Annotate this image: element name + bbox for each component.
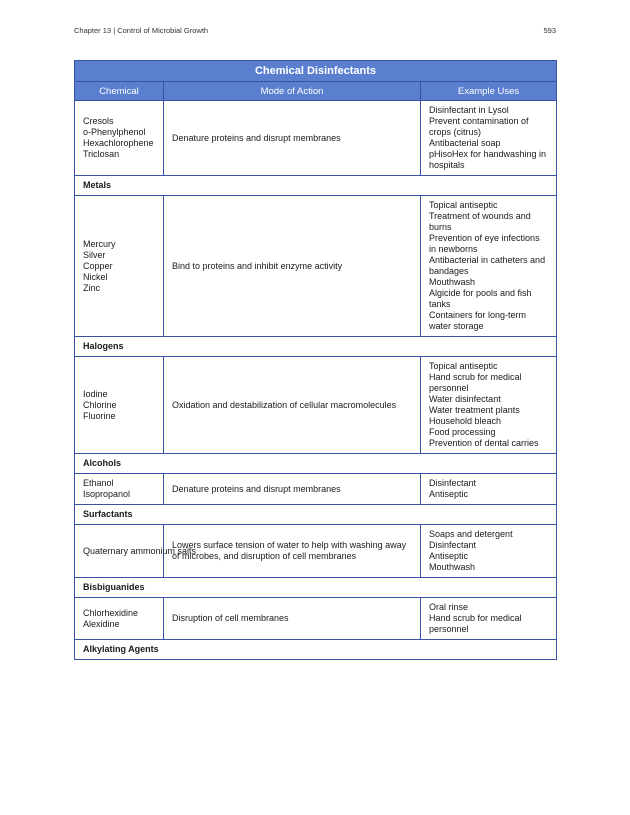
group-heading: Surfactants bbox=[75, 505, 557, 525]
chemical-name: Ethanol bbox=[83, 478, 114, 488]
chemical-name: Mercury bbox=[83, 238, 116, 249]
chemical-name: Nickel bbox=[83, 271, 108, 282]
chemical-cell bbox=[75, 598, 164, 640]
chemical-cell bbox=[75, 357, 164, 454]
table-row bbox=[75, 357, 557, 454]
group-row bbox=[75, 505, 557, 525]
group-row bbox=[75, 578, 557, 598]
example-use: Antibacterial soap bbox=[429, 138, 501, 148]
example-use: Algicide for pools and fish tanks bbox=[429, 288, 532, 309]
example-use: Antiseptic bbox=[429, 551, 469, 561]
example-use: Mouthwash bbox=[429, 562, 476, 572]
chemical-name: Zinc bbox=[83, 282, 101, 293]
chemical-name: Chlorhexidine bbox=[83, 607, 139, 618]
chemical-name: Triclosan bbox=[83, 149, 120, 159]
example-use: Prevention of eye infections in newborns bbox=[429, 233, 540, 254]
chemical-name: Quaternary ammonium salts bbox=[83, 545, 197, 556]
example-use: Food processing bbox=[429, 427, 496, 437]
example-use: Antiseptic bbox=[429, 489, 469, 499]
table-row bbox=[75, 474, 557, 505]
example-uses-cell bbox=[421, 196, 557, 337]
example-use: Antibacterial in catheters and bandages bbox=[429, 255, 546, 276]
example-use: Hand scrub for medical personnel bbox=[429, 613, 522, 634]
group-heading: Metals bbox=[75, 176, 557, 196]
chapter-title: Chapter 13 | Control of Microbial Growth bbox=[74, 26, 209, 35]
mode-of-action-cell: Disruption of cell membranes bbox=[164, 598, 421, 640]
chemical-name: Alexidine bbox=[83, 618, 120, 629]
example-use: Household bleach bbox=[429, 416, 502, 426]
table-row bbox=[75, 525, 557, 578]
example-use: Prevention of dental carries bbox=[429, 438, 539, 448]
example-use: Topical antiseptic bbox=[429, 361, 498, 371]
example-use: Soaps and detergent bbox=[429, 529, 513, 539]
example-use: Water disinfectant bbox=[429, 394, 501, 404]
example-use: Disinfectant bbox=[429, 540, 477, 550]
chemical-name: Fluorine bbox=[83, 410, 116, 421]
table-row bbox=[75, 196, 557, 337]
page-header bbox=[74, 26, 556, 38]
example-use: Topical antiseptic bbox=[429, 200, 498, 210]
example-uses-cell bbox=[421, 101, 557, 176]
group-heading: Bisbiguanides bbox=[75, 578, 557, 598]
example-use: Mouthwash bbox=[429, 277, 476, 287]
example-use: pHisoHex for handwashing in hospitals bbox=[429, 149, 547, 170]
table-row bbox=[75, 598, 557, 640]
column-header-uses: Example Uses bbox=[421, 82, 557, 101]
column-header-chemical: Chemical bbox=[75, 82, 164, 101]
group-heading: Alkylating Agents bbox=[75, 640, 557, 660]
table-row bbox=[75, 101, 557, 176]
group-row bbox=[75, 176, 557, 196]
example-use: Hand scrub for medical personnel bbox=[429, 372, 522, 393]
table-title: Chemical Disinfectants bbox=[75, 61, 557, 82]
example-use: Treatment of wounds and burns bbox=[429, 211, 531, 232]
example-uses-cell bbox=[421, 598, 557, 640]
example-use: Disinfectant bbox=[429, 478, 477, 488]
chemical-name: Isopropanol bbox=[83, 489, 131, 499]
chemical-name: Chlorine bbox=[83, 399, 117, 410]
chemical-name: Silver bbox=[83, 249, 106, 260]
chemical-disinfectants-table bbox=[74, 60, 557, 660]
group-heading: Halogens bbox=[75, 337, 557, 357]
page-number: 593 bbox=[543, 26, 556, 35]
example-uses-cell bbox=[421, 525, 557, 578]
example-use: Prevent contamination of crops (citrus) bbox=[429, 116, 529, 137]
group-row bbox=[75, 454, 557, 474]
chemical-cell bbox=[75, 474, 164, 505]
chemical-name: Copper bbox=[83, 260, 113, 271]
example-uses-cell bbox=[421, 474, 557, 505]
mode-of-action-cell: Lowers surface tension of water to help with washing away of microbes, and disruption of cell membranes bbox=[164, 525, 421, 578]
example-use: Disinfectant in Lysol bbox=[429, 105, 509, 115]
mode-of-action-cell: Oxidation and destabilization of cellular macromolecules bbox=[164, 357, 421, 454]
mode-of-action-cell: Denature proteins and disrupt membranes bbox=[164, 101, 421, 176]
chemical-name: Hexachlorophene bbox=[83, 138, 154, 148]
table-body bbox=[75, 101, 557, 660]
chemical-cell bbox=[75, 525, 197, 578]
chemical-name: Iodine bbox=[83, 388, 108, 399]
example-uses-cell bbox=[421, 357, 557, 454]
chemical-name: o-Phenylphenol bbox=[83, 127, 146, 137]
mode-of-action-cell: Bind to proteins and inhibit enzyme activity bbox=[164, 196, 421, 337]
group-heading: Alcohols bbox=[75, 454, 557, 474]
group-row bbox=[75, 640, 557, 660]
example-use: Containers for long-term water storage bbox=[429, 310, 527, 331]
chemical-name: Cresols bbox=[83, 116, 114, 126]
group-row bbox=[75, 337, 557, 357]
chemical-cell bbox=[75, 196, 164, 337]
example-use: Oral rinse bbox=[429, 602, 469, 612]
example-use: Water treatment plants bbox=[429, 405, 520, 415]
chemical-cell bbox=[75, 101, 164, 176]
mode-of-action-cell: Denature proteins and disrupt membranes bbox=[164, 474, 421, 505]
column-header-mode: Mode of Action bbox=[164, 82, 421, 101]
